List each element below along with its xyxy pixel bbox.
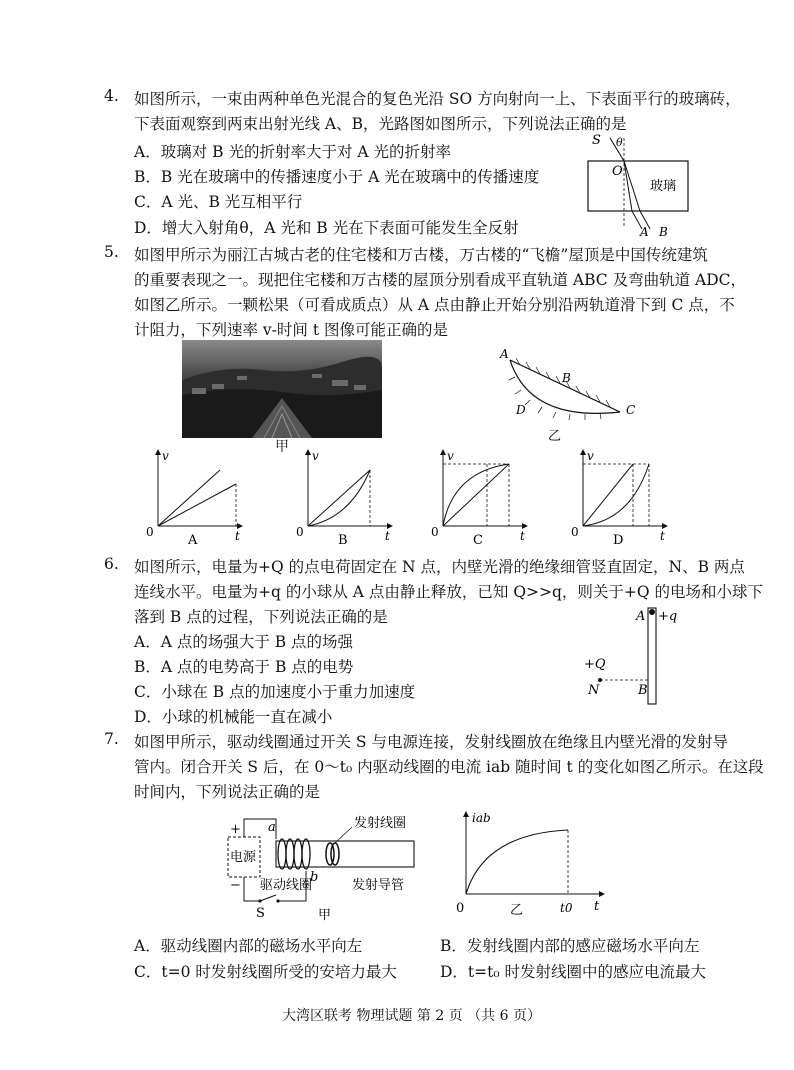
straight-track-abc <box>510 360 620 412</box>
q5-photo-caption: 甲 <box>275 439 289 455</box>
tick-label-t0: t0 <box>560 901 573 915</box>
graph-a <box>146 449 242 548</box>
q7-option-c: C．t=0 时发射线圈所受的安培力最大 <box>134 963 397 981</box>
q5-stem-line3: 如图乙所示。一颗松果（可看成质点）从 A 点由静止开始分别沿两轨道滑下到 C 点，不 <box>134 296 735 314</box>
q7-circuit-figure <box>220 805 430 923</box>
q4-option-a: A．玻璃对 B 光的折射率大于对 A 光的折射率 <box>134 143 451 161</box>
svg-text:v: v <box>162 449 169 463</box>
launch-coil <box>326 843 339 865</box>
fig-label-glass: 玻璃 <box>650 179 677 194</box>
svg-text:t: t <box>520 529 525 543</box>
svg-text:0: 0 <box>146 525 154 539</box>
q7-stem-line2: 管内。闭合开关 S 后，在 0～t₀ 内驱动线圈的电流 iab 随时间 t 的变化如图乙所示。在这段 <box>134 758 764 776</box>
fig-label-b: B <box>659 225 668 238</box>
fig-label-n: N <box>588 683 600 698</box>
axis-label-t: t <box>594 899 600 914</box>
graph-label-a: A <box>188 533 198 548</box>
svg-text:v: v <box>447 449 454 463</box>
track-label-c: C <box>626 403 636 417</box>
track-label-d: D <box>516 403 526 417</box>
fig-label-a: A <box>640 225 649 238</box>
svg-text:0: 0 <box>571 525 579 539</box>
fig-label-o: O <box>612 164 623 179</box>
insulating-tube <box>648 608 656 704</box>
graph-label-b: B <box>338 533 348 548</box>
q4-option-d: D．增大入射角θ，A 光和 B 光在下表面可能发生全反射 <box>134 219 519 237</box>
q6-option-a: A．A 点的场强大于 B 点的场强 <box>134 633 354 651</box>
q5-stem-line2: 的重要表现之一。现把住宅楼和万古楼的屋顶分别看成平直轨道 ABC 及弯曲轨道 ADC， <box>134 271 746 289</box>
track-caption: 乙 <box>548 429 562 442</box>
svg-text:−: − <box>230 878 241 893</box>
q5-photo-lijiang <box>182 340 382 438</box>
svg-text:0: 0 <box>431 525 439 539</box>
graph-c <box>431 449 527 548</box>
point-n <box>598 678 602 682</box>
q7-iab-graph <box>448 808 618 920</box>
q4-glass-figure <box>580 130 700 238</box>
svg-text:+: + <box>230 822 241 837</box>
graph-d <box>571 449 667 548</box>
circuit-caption: 甲 <box>318 908 332 923</box>
q7-option-a: A．驱动线圈内部的磁场水平向左 <box>134 937 363 955</box>
q6-tube-figure <box>580 600 680 710</box>
axis-label-iab: iab <box>472 811 491 825</box>
q7-option-d: D．t=t₀ 时发射线圈中的感应电流最大 <box>440 963 707 981</box>
q5-track-figure <box>490 342 640 442</box>
q6-option-c: C．小球在 B 点的加速度小于重力加速度 <box>134 683 416 701</box>
iab-curve <box>466 830 568 894</box>
svg-text:v: v <box>312 449 319 463</box>
page-footer: 大湾区联考 物理试题 第 2 页 （共 6 页） <box>282 1008 541 1024</box>
svg-text:t: t <box>660 529 665 543</box>
q5-stem-line4: 计阻力，下列速率 v-时间 t 图像可能正确的是 <box>134 321 449 339</box>
q5-number: 5. <box>104 243 119 261</box>
q4-option-b: B．B 光在玻璃中的传播速度小于 A 光在玻璃中的传播速度 <box>134 168 540 186</box>
label-switch: S <box>256 906 265 921</box>
label-power-source: 电源 <box>230 850 257 865</box>
q7-stem-line3: 时间内，下列说法正确的是 <box>134 783 321 801</box>
q6-option-d: D．小球的机械能一直在减小 <box>134 708 333 726</box>
label-a: a <box>268 820 276 835</box>
fig-label-theta: θ <box>616 136 623 149</box>
switch-s <box>260 895 276 901</box>
launch-tube <box>276 841 414 867</box>
ray-b-in-glass <box>624 161 640 211</box>
graph-label-c: C <box>473 533 483 548</box>
q4-stem-line2: 下表面观察到两束出射光线 A、B，光路图如图所示，下列说法正确的是 <box>134 115 627 133</box>
label-launch-coil: 发射线圈 <box>354 816 407 831</box>
graph-label-d: D <box>613 533 624 548</box>
fig-label-a: A <box>636 609 646 624</box>
fig-label-s: S <box>592 133 601 148</box>
q4-stem-line1: 如图所示，一束由两种单色光混合的复色光沿 SO 方向射向一上、下表面平行的玻璃砖， <box>134 90 741 108</box>
q6-stem-line2: 连线水平。电量为+q 的小球从 A 点由静止释放，已知 Q>>q，则关于+Q 的电场和小球下 <box>134 583 764 601</box>
graph-caption: 乙 <box>510 903 524 918</box>
q7-option-b: B．发射线圈内部的感应磁场水平向左 <box>440 937 700 955</box>
fig-label-q: +q <box>658 609 678 624</box>
svg-text:t: t <box>385 529 390 543</box>
fig-label-b: B <box>638 683 648 698</box>
q6-option-b: B．A 点的电势高于 B 点的电势 <box>134 658 354 676</box>
label-tube: 发射导管 <box>352 878 405 893</box>
q7-number: 7. <box>104 730 119 748</box>
svg-text:t: t <box>235 529 240 543</box>
q4-number: 4. <box>104 87 119 105</box>
q4-option-c: C．A 光、B 光互相平行 <box>134 193 303 211</box>
svg-text:0: 0 <box>296 525 304 539</box>
q6-stem-line3: 落到 B 点的过程，下列说法正确的是 <box>134 608 388 626</box>
q6-stem-line1: 如图所示，电量为+Q 的点电荷固定在 N 点，内壁光滑的绝缘细管竖直固定，N、B 两点 <box>134 558 745 576</box>
small-ball <box>649 609 655 615</box>
track-label-a: A <box>500 347 509 361</box>
fig-label-bigq: +Q <box>584 657 606 672</box>
drive-coil <box>278 839 310 869</box>
q6-number: 6. <box>104 555 119 573</box>
ray-a-in-glass <box>624 161 632 211</box>
label-drive-coil: 驱动线圈 <box>260 878 313 893</box>
svg-text:v: v <box>587 449 594 463</box>
track-label-b: B <box>562 371 571 385</box>
q7-stem-line1: 如图甲所示，驱动线圈通过开关 S 与电源连接，发射线圈放在绝缘且内壁光滑的发射导 <box>134 733 728 751</box>
q5-stem-line1: 如图甲所示为丽江古城古老的住宅楼和万古楼，万古楼的“飞檐”屋顶是中国传统建筑 <box>134 246 708 264</box>
q5-vt-graphs <box>140 448 680 548</box>
label-b: b <box>310 870 319 885</box>
graph-b <box>296 449 392 548</box>
origin-label: 0 <box>456 901 465 916</box>
